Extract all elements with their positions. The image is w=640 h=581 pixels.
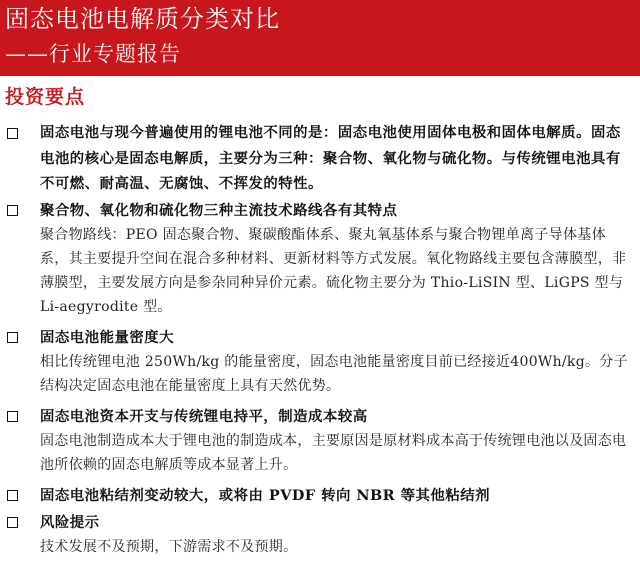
bullet-body: 固态电池制造成本大于锂电池的制造成本，主要原因是原材料成本高于传统锂电池以及固态电池所依赖的固态电解质等成本显著上升。 (40, 432, 627, 473)
checkbox-square-icon (7, 517, 18, 528)
checkbox-square-icon (7, 411, 18, 422)
bullet-heading: 风险提示 (40, 513, 100, 531)
checkbox-square-icon (7, 490, 18, 501)
bullet-item (0, 325, 640, 398)
bullet-item (0, 120, 640, 197)
bullet-heading: 固态电池与现今普遍使用的锂电池不同的是：固态电池使用固体电极和固体电解质。固态电池的核心是固态电解质，主要分为三种：聚合物、氧化物与硫化物。与传统锂电池具有不可燃、耐高温、无腐蚀、不挥发的特性。 (40, 124, 621, 192)
bullet-heading: 聚合物、氧化物和硫化物三种主流技术路线各有其特点 (40, 201, 398, 219)
checkbox-square-icon (7, 205, 18, 216)
bullet-list (0, 120, 640, 559)
bullet-item (0, 510, 640, 559)
bullet-item (0, 404, 640, 477)
bullet-heading: 固态电池能量密度大 (40, 328, 175, 346)
report-subtitle: ——行业专题报告 (5, 42, 181, 66)
bullet-body: 技术发展不及预期，下游需求不及预期。 (40, 538, 298, 555)
report-title: 固态电池电解质分类对比 (5, 5, 280, 33)
bullet-heading: 固态电池资本开支与传统锂电持平，制造成本较高 (40, 407, 368, 425)
checkbox-square-icon (7, 128, 18, 139)
checkbox-square-icon (7, 332, 18, 343)
section-title: 投资要点 (5, 86, 86, 108)
bullet-item (0, 483, 640, 508)
header-banner (0, 0, 640, 76)
bullet-body: 聚合物路线：PEO 固态聚合物、聚碳酸酯体系、聚丸氧基体系与聚合物锂单离子导体基体系，其主要提升空间在混合多种材料、更新材料等方式发展。氧化物路线主要包含薄膜型，非薄膜型，主要发展方向是参杂同种异价元素。硫化物主要分为 Thio-LiSIN 型、LiGPS 型与 Li-aegyrodite 型。 (40, 226, 627, 315)
bullet-item (0, 198, 640, 319)
bullet-heading: 固态电池粘结剂变动较大，或将由 PVDF 转向 NBR 等其他粘结剂 (40, 486, 490, 504)
bullet-body: 相比传统锂电池 250Wh/kg 的能量密度，固态电池能量密度目前已经接近400Wh/kg。分子结构决定固态电池在能量密度上具有天然优势。 (40, 353, 628, 394)
